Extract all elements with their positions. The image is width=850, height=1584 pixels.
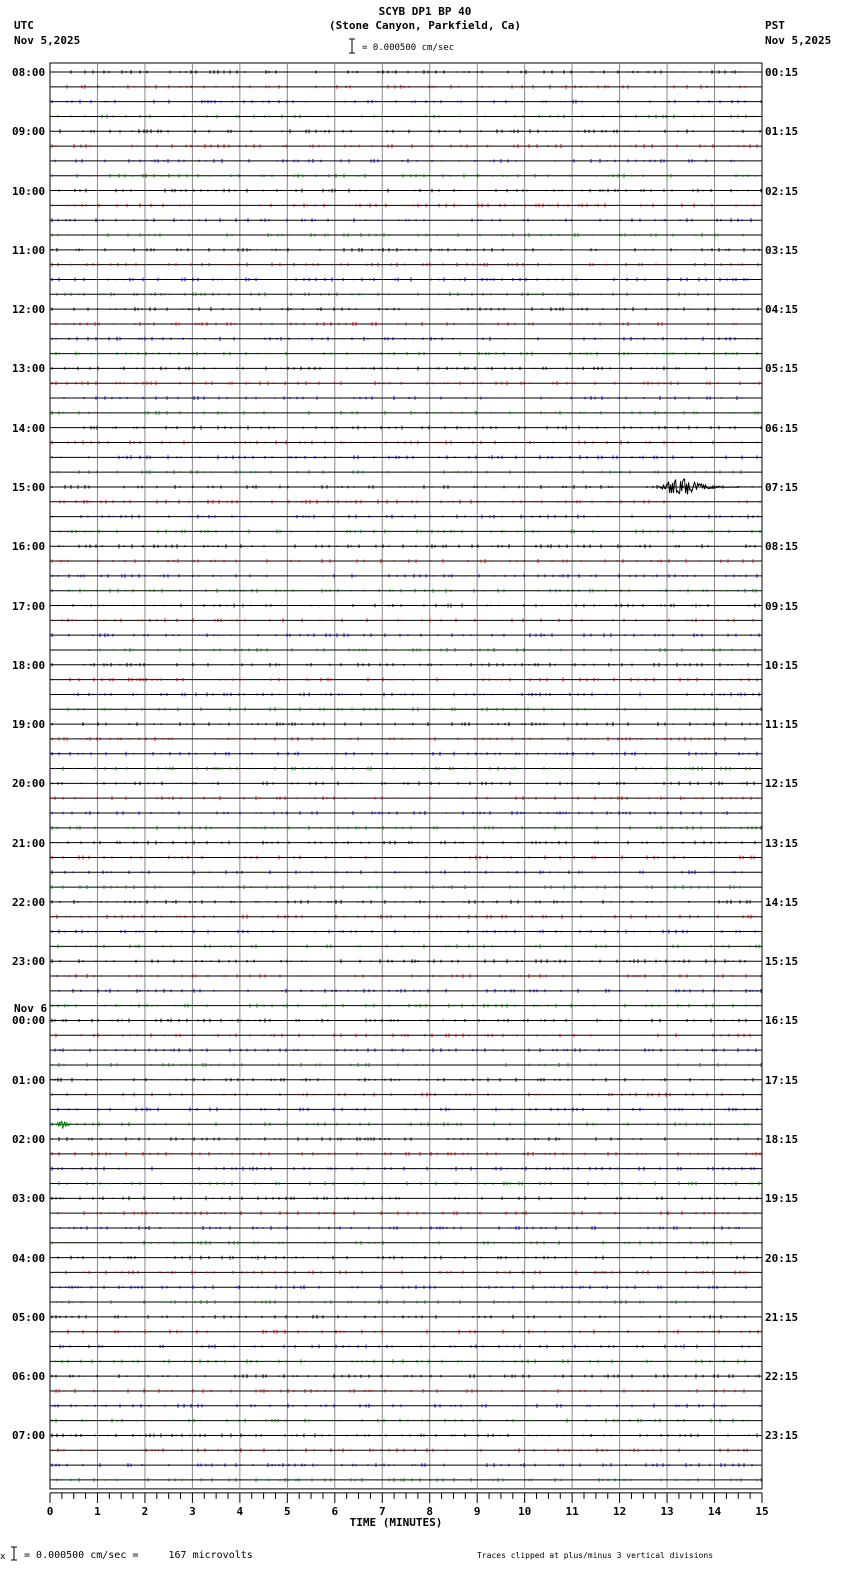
event-waveform-71 [55, 1121, 73, 1128]
date-change-label: Nov 6 [14, 1002, 48, 1015]
x-tick-label-10: 10 [518, 1504, 532, 1518]
x-tick-label-12: 12 [612, 1504, 627, 1518]
utc-hour-label: 23:00 [12, 955, 46, 969]
x-tick-label-0: 0 [46, 1504, 54, 1518]
clip-note: Traces clipped at plus/minus 3 vertical divisions [477, 1551, 714, 1560]
x-tick-label-4: 4 [236, 1504, 244, 1518]
utc-hour-label: 17:00 [12, 599, 46, 613]
utc-hour-label: 21:00 [12, 836, 46, 850]
right-date: Nov 5,2025 [765, 34, 832, 47]
x-tick-label-2: 2 [141, 1504, 149, 1518]
pst-hour-label: 01:15 [765, 125, 799, 139]
pst-hour-label: 05:15 [765, 362, 799, 376]
pst-hour-label: 08:15 [765, 540, 799, 554]
x-tick-label-14: 14 [707, 1504, 722, 1518]
x-tick-label-5: 5 [284, 1504, 291, 1518]
utc-hour-label: 02:00 [12, 1133, 46, 1147]
footer-scale-prefix: x [0, 1552, 6, 1562]
scale-label: = 0.000500 cm/sec [362, 43, 455, 53]
pst-hour-label: 19:15 [765, 1192, 799, 1206]
pst-hour-label: 22:15 [765, 1370, 799, 1384]
utc-hour-label: 22:00 [12, 895, 46, 909]
utc-hour-label: 00:00 [12, 1014, 46, 1028]
utc-hour-label: 01:00 [12, 1073, 46, 1087]
pst-hour-label: 10:15 [765, 658, 799, 672]
pst-hour-label: 07:15 [765, 480, 799, 494]
utc-hour-label: 10:00 [12, 184, 46, 198]
utc-hour-label: 20:00 [12, 777, 46, 791]
pst-hour-label: 09:15 [765, 599, 799, 613]
pst-hour-label: 04:15 [765, 303, 799, 317]
pst-hour-label: 00:15 [765, 66, 799, 79]
left-timezone: UTC [14, 19, 34, 32]
right-timezone: PST [765, 19, 785, 32]
utc-hour-label: 16:00 [12, 540, 46, 554]
utc-hour-label: 07:00 [12, 1429, 46, 1443]
pst-hour-label: 17:15 [765, 1073, 799, 1087]
utc-hour-label: 19:00 [12, 718, 46, 732]
utc-hour-label: 12:00 [12, 303, 46, 317]
pst-hour-label: 14:15 [765, 895, 799, 909]
x-axis-title: TIME (MINUTES) [349, 1515, 443, 1529]
x-tick-label-6: 6 [331, 1504, 339, 1518]
pst-hour-label: 03:15 [765, 243, 799, 257]
x-tick-label-15: 15 [755, 1504, 769, 1518]
utc-hour-label: 09:00 [12, 125, 46, 139]
x-tick-label-7: 7 [378, 1504, 386, 1518]
pst-hour-label: 02:15 [765, 184, 799, 198]
station-title: SCYB DP1 BP 40 [378, 5, 472, 18]
pst-hour-label: 11:15 [765, 718, 799, 732]
pst-hour-label: 20:15 [765, 1251, 799, 1265]
left-date: Nov 5,2025 [14, 34, 81, 47]
x-tick-label-11: 11 [565, 1504, 579, 1518]
pst-hour-label: 06:15 [765, 421, 799, 435]
x-tick-label-1: 1 [94, 1504, 101, 1518]
utc-hour-label: 06:00 [12, 1370, 46, 1384]
pst-hour-label: 21:15 [765, 1310, 799, 1324]
utc-hour-label: 14:00 [12, 421, 46, 435]
utc-hour-label: 15:00 [12, 480, 46, 494]
utc-hour-label: 04:00 [12, 1251, 46, 1265]
x-tick-label-9: 9 [473, 1504, 481, 1518]
utc-hour-label: 03:00 [12, 1192, 46, 1206]
pst-hour-label: 12:15 [765, 777, 799, 791]
pst-hour-label: 13:15 [765, 836, 799, 850]
pst-hour-label: 15:15 [765, 955, 799, 969]
x-tick-label-13: 13 [660, 1504, 674, 1518]
x-tick-label-3: 3 [189, 1504, 196, 1518]
utc-hour-label: 18:00 [12, 658, 46, 672]
utc-hour-label: 13:00 [12, 362, 46, 376]
utc-hour-label: 08:00 [12, 66, 46, 79]
pst-hour-label: 16:15 [765, 1014, 799, 1028]
plot-frame [50, 63, 762, 1489]
pst-hour-label: 18:15 [765, 1133, 799, 1147]
utc-hour-label: 11:00 [12, 243, 46, 257]
utc-hour-label: 05:00 [12, 1310, 46, 1324]
station-location: (Stone Canyon, Parkfield, Ca) [328, 19, 522, 32]
pst-hour-label: 23:15 [765, 1429, 799, 1443]
footer-scale-note: = 0.000500 cm/sec = 167 microvolts [24, 1550, 253, 1561]
x-tick-label-8: 8 [426, 1504, 434, 1518]
